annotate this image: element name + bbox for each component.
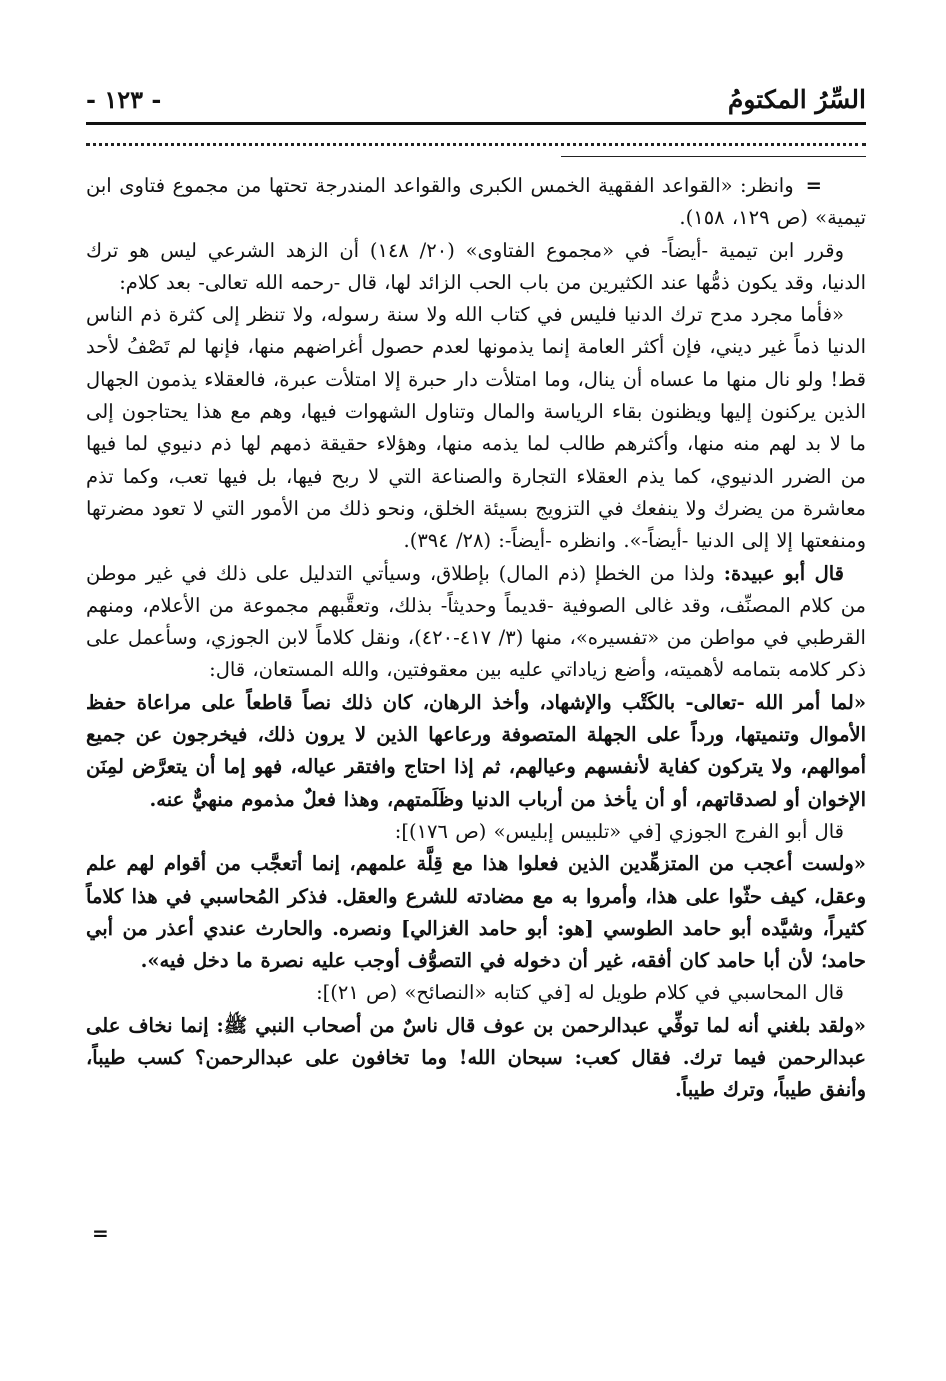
book-page: [86, 80, 866, 1107]
quote-paragraph: «ولست أعجب من المتزهِّدين الذين فعلوا هذا مع قِلَّة علمهم، إنما أتعجَّب من أقوام لهم علم وعقل، كيف حثّوا على هذا، وأمروا به مع مضادته للشرع والعقل. فذكر المُحاسبي في هذا كلاماً كثيراً، وشيَّده أبو حامد الطوسي [هو: أبو حامد الغزالي] ونصره. والحارث عندي أعذر من أبي حامد؛ لأن أبا حامد كان أفقه، غير أن دخوله في التصوُّف أوجب عليه نصرة ما دخل فيه».: [86, 852, 866, 973]
continuation-mark: =: [805, 174, 822, 197]
page-header: [86, 80, 866, 120]
quote-paragraph: «ولقد بلغني أنه لما توفِّي عبدالرحمن بن عوف قال ناسٌ من أصحاب النبي ﷺ: إنما نخاف على عبدالرحمن فيما ترك. فقال كعب: سبحان الله! وما تخافون على عبدالرحمن؟ كسب طيباً، وأنفق طيباً، وترك طيباً.: [86, 1013, 866, 1102]
quote-paragraph: «لما أمر الله -تعالى- بالكَتْب والإشهاد، وأخذ الرهان، كان ذلك نصاً قاطعاً على مراعاة حفظ الأموال وتنميتها، ورداً على الجهلة المتصوفة ورعاعها الذين لا يرون ذلك، فيخرجون عن جميع أموالهم، ولا يتركون كفاية لأنفسهم وعيالهم، ثم إذا احتاج وافتقر عياله، فهو إما أن يتعرَّض لمِنَن الإخوان أو لصدقاتهم، أو أن يأخذ من أرباب الدنيا وظَلَمتهم، وهذا فعلٌ مذموم منهيٌّ عنه.: [86, 690, 867, 811]
header-rule: [86, 122, 866, 125]
footnote-paragraph: وقرر ابن تيمية -أيضاً- في «مجموع الفتاوى» (٢٠/ ١٤٨) أن الزهد الشرعي ليس هو ترك الدنيا، وقد يكون ذمُّها عند الكثيرين من باب الحب الزائد لها، قال -رحمه الله تعالى- بعد كلام:: [86, 238, 866, 294]
dotted-separator: [86, 143, 866, 146]
footnote-paragraph: =وانظر: «القواعد الفقهية الخمس الكبرى والقواعد المندرجة تحتها من مجموع فتاوى ابن تيمية» (ص ١٢٩، ١٥٨).: [86, 170, 866, 235]
speaker-label: قال أبو عبيدة:: [723, 561, 845, 585]
citation-line: قال أبو الفرج الجوزي [في «تلبيس إبليس» (ص ١٧٦)]:: [394, 819, 844, 843]
book-title: السِّرُ المكتومُ: [727, 85, 866, 114]
footnote-paragraph: قال أبو عبيدة: ولذا من الخطإ (ذم المال) بإطلاق، وسيأتي التدليل على ذلك في غير موطن من كلام المصنِّف، وقد غالى الصوفية -قديماً وحديثاً- بذلك، وتعقَّبهم مجموعة من الأعلام، ومنهم القرطبي في مواطن من «تفسيره»، منها (٣/ ٤١٧-٤٢٠)، ونقل كلاماً لابن الجوزي، وسأعمل على ذكر كلامه بتمامه لأهميته، وأضع زياداتي عليه بين معقوفتين، والله المستعان، قال:: [86, 561, 866, 682]
footnote-body: [86, 170, 866, 1107]
quote-paragraph: «فأما مجرد مدح ترك الدنيا فليس في كتاب الله ولا سنة رسوله، ولا تنظر إلى كثرة ذم الناس الدنيا ذماً غير ديني، فإن أكثر العامة إنما يذمونها لعدم حصول أغراضهم منها، فإنها لم تَصْفُ لأحد قط! ولو نال منها ما عساه أن ينال، وما امتلأت دار حبرة إلا امتلأت عبرة، فالعقلاء يذمون الجهال الذين يركنون إليها ويظنون بقاء الرياسة والمال وتناول الشهوات فيها، وهم مع هذا يحتاجون إلى ما لا بد لهم منه منها، وأكثرهم طالب لما يذمه منها، وهؤلاء حقيقة ذمهم لها ذم دنيوي لما فيها من الضرر الدنيوي، كما يذم العقلاء التجارة والصناعة التي لا ربح فيها، بل فيها تعب، وكما تذم معاشرة من يضرك ولا ينفعك في التزويج بسيئة الخلق، ونحو ذلك من الأمور التي لا تعود مضرتها ومنفعتها إلا إلى الدنيا -أيضاً-». وانظره -أيضاً-: (٢٨/ ٣٩٤).: [86, 303, 866, 553]
continuation-end-mark: =: [92, 1221, 109, 1245]
footnote-separator: [561, 156, 866, 157]
page-number: - ١٢٣ -: [86, 85, 162, 114]
citation-line: قال المحاسبي في كلام طويل له [في كتابه «النصائح» (ص ٢١)]:: [316, 981, 844, 1005]
